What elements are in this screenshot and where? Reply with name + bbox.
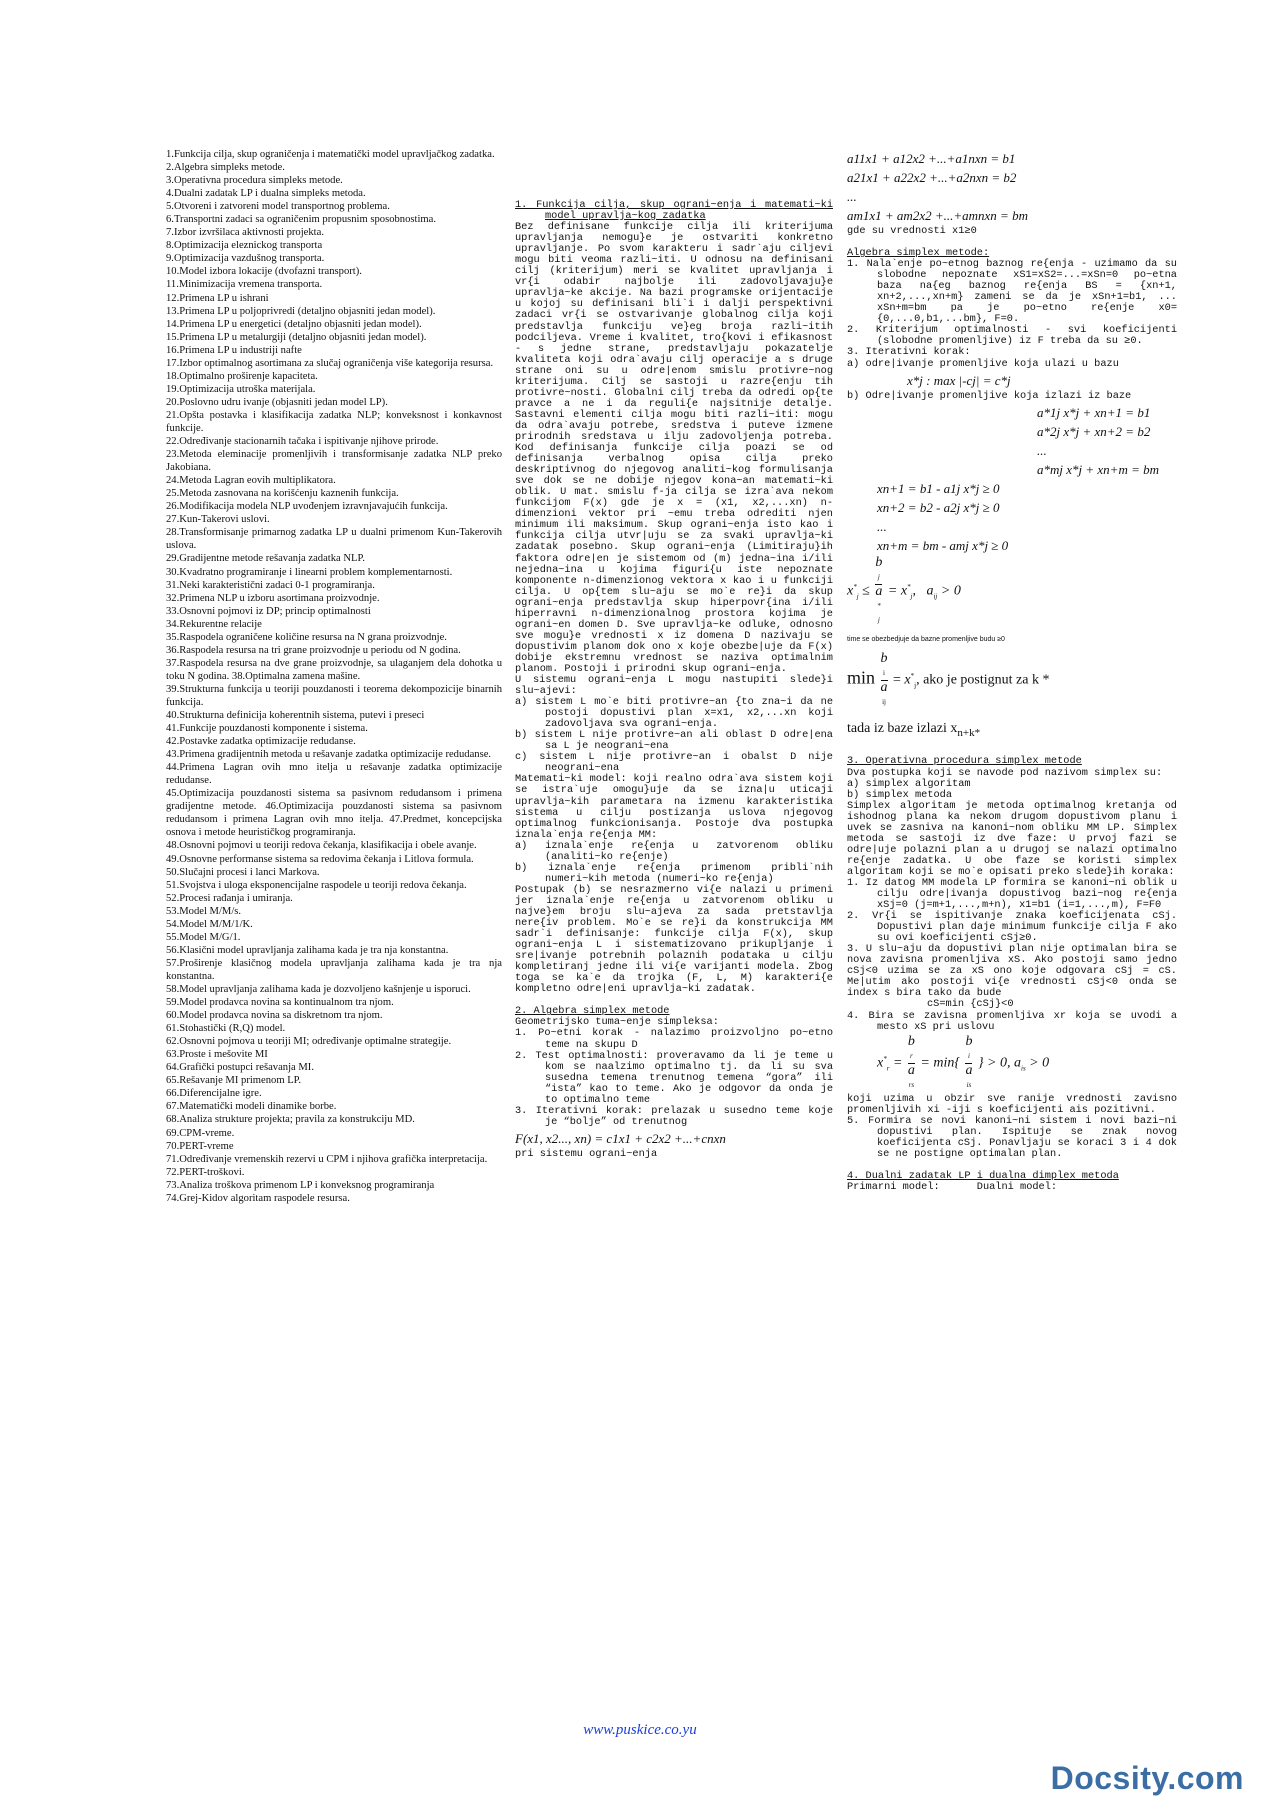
algebra-steps-list: [847, 259, 1177, 369]
toc-item: 43.Primena gradijentnih metoda u rešavanje zadatka optimizacije redudanse.: [166, 749, 492, 761]
constraints-caption: pri sistemu ograni~enja: [515, 1147, 658, 1160]
section-3-heading: 3. Operativna procedura simplex metode: [847, 755, 1082, 768]
geometric-interpretation-title: Geometrijsko tuma~enje simpleksa:: [515, 1016, 719, 1029]
toc-item: 29.Gradijentne metode rešavanja zadatka NLP.: [166, 553, 365, 565]
list-item: a) simplex algoritam: [847, 777, 971, 790]
list-item: a) odre|ivanje promenljive koja ulazi u bazu: [847, 357, 1119, 370]
toc-item: 60.Model prodavca novina sa diskretnom tra njom.: [166, 1010, 383, 1022]
toc-item: 21.Opšta postavka i klasifikacija zadatka NLP; konveksnost i konkavnost funkcije.: [166, 409, 502, 434]
toc-item: 49.Osnovne performanse sistema sa redovima čekanja i Litlova formula.: [166, 853, 474, 865]
leaving-conclusion: [847, 719, 1177, 743]
toc-item: 68.Analiza strukture projekta; pravila za konstrukciju MD.: [166, 1114, 415, 1126]
toc-item: 72.PERT-troškovi.: [166, 1166, 245, 1178]
toc-item: 8.Optimizacija eleznickog transporta: [166, 240, 323, 252]
toc-item: 11.Minimizacija vremena transporta.: [166, 279, 323, 291]
toc-item: 36.Raspodela resursa na tri grane proizvodnje u periodu od N godina.: [166, 644, 461, 656]
toc-item: 18.Optimalno proširenje kapaciteta.: [166, 370, 318, 382]
equation-line: a*2j x*j + xn+2 = b2: [1037, 423, 1151, 439]
toc-item: 2.Algebra simpleks metode.: [166, 162, 285, 174]
entering-variable-formula: x*j : max |-cj| = c*j: [907, 372, 1011, 388]
toc-item: 59.Model prodavca novina sa kontinualnom tra njom.: [166, 997, 394, 1009]
toc-item: 35.Raspodela ograničene količine resursa na N grana proizvodnje.: [166, 631, 447, 643]
leaving-index: n+k*: [957, 726, 981, 739]
toc-item: 50.Slučajni procesi i lanci Markova.: [166, 866, 320, 878]
list-item: cS=min {cSj}<0: [927, 998, 1014, 1011]
toc-item: 42.Postavke zadatka optimizacije redudanse.: [166, 736, 356, 748]
objective-function-formula: F(x1, x2..., xn) = c1x1 + c2x2 +...+cnxn: [515, 1130, 726, 1146]
list-item: b) sistem L nije protivre~an ali oblast D odre|ena sa L je neograni~ena: [515, 729, 833, 753]
equation-line: xn+m = bm - amj x*j ≥ 0: [877, 537, 1009, 553]
simplex-steps-list: [515, 1028, 833, 1127]
list-item: 3. U slu~aju da dopustivi plan nije optimalan bira se nova zavisna promenljiva xS. Ako postoji samo jedno cSj<0 uzima se za xS ono koje odgovara cSj = cS. Me|utim ako postoji vi{e vrednosti cSj<0 onda se index s bira tako da bude: [847, 943, 1177, 1000]
toc-column: [166, 148, 502, 1205]
solution-methods-list: [515, 841, 833, 885]
toc-item: 28.Transformisanje primarnog zadatka LP u dualni primenom Kun-Takerovih uslova.: [166, 527, 502, 552]
source-url-link[interactable]: www.puskice.co.yu: [583, 1722, 697, 1738]
algebra-heading: Algebra simplex metode:: [847, 247, 990, 260]
list-item: 1. Nala`enje po~etnog baznog re{enja - uzimamo da su slobodne nepoznate xS1=xS2=...=xSn=0 po~etna baza na{eg baznog re{enja BS = {xn+1, xn+2,...,xn+m} zameni se da je xSn+1=b1, ... xSn+m=bm pa je po~etno re{enje x0={0,...0,b1,...bm}, F=0.: [847, 258, 1177, 326]
constraint-equations: [847, 150, 1177, 224]
list-item: 1. Po~etni korak - nalazimo proizvoljno po~etno teme na skupu D: [515, 1027, 833, 1051]
toc-item: 37.Raspodela resursa na dve grane proizvodnje, sa ulaganjem dela dohotka u toku N godina. 38.Optimalna zamena mašine.: [166, 657, 502, 682]
equation-line: ...: [877, 518, 887, 534]
section-1-paragraph: Bez definisane funkcije cilja ili kriterijuma upravljanja nemogu}e je ostvariti konkretno upravljanje. Po svom karakteru i sadr`aju ciljevi mogu biti veoma razli~iti. U odnosu na definisani cilj (kriterijum) meri se kvalitet upravljanja i vr{i odabir najbolje ili zadovoljavaju}e upravlja~ke akcije. Na bazi programske orijentacije u kojoj su definisani bli`i i dalji perspektivni zadaci vr{i se ostvarivanje globalnog cilja koji predstavlja funkciju ve}eg broja razli~itih podciljeva. Vreme i kvalitet, tro{kovi i efikasnost - s jedne strane, predstavljaju pokazatelje kvaliteta koji odra`avaju cilj operacije a s druge strane oni su u odre|enom smislu protivre~nog kriterijuma. Cilj se sastoji u razre{enju tih protivre~nosti. Globalni cilj treba da odredi op{te pravce a ne i da reguli{e najsitnije detalje. Sastavni elementi cilja mogu biti razli~iti: mogu da odra`avaju potrebe, sredstva i puteve izmene prirodnih sredstava u ilju zadovoljenja potreba. Kod definisanja funkcije cilja poazi se od definisanja verbalnog opisa cilja preko deskriptivnog do njegovog analiti~kog formulisanja sve dok se ne dobije njegov kona~an matemati~ki oblik. U mat. smislu f-ja cilja se izra`ava nekom funkcijom F(x) gde je x = (x1, x2,...xn) n- dimenzioni vektor pri ~emu treba odrediti njen minimum ili maksimum. Skup ograni~enja isto kao i funkcija cilja utvr|uju se za svaki upravlja~ki zadatak posebno. Skup ograni~enja (Limitiraju}ih faktora odre|en je sistemom od (m) jedna~ina i/ili nejedna~ina u kojima figuri{u iste nepoznate komponente n-dimenzionog vektora x kao i u funkciji cilja. U op{tem slu~aju se mo`e re}i da skup ograni~enja predstavlja skup hiperpovr{ina i/ili hiperravni n-dimenzionalnog prostora kojima je ograni~en domen D. Sve upravlja~ke odluke, odnosno sve mogu}e vrednosti x iz domena D nazivaju se dopustivim planom dok ono x koje obezbe|uje da F(x) dobije ekstremnu vrednost se naziva optimalnim planom. Postoji i prirodni skup ograni~enja.: [515, 221, 833, 675]
toc-item: 55.Model M/G/1.: [166, 931, 241, 943]
toc-item: 74.Grej-Kidov algoritam raspodele resursa.: [166, 1192, 350, 1204]
toc-item: 67.Matematički modeli dinamike borbe.: [166, 1101, 337, 1113]
math-model-paragraph: Matemati~ki model: koji realno odra`ava sistem koji se istra`uje omogu}uje da se izna|u uticaji upravlja~kih parametara na izmenu karakteristika sistema u cilju postizanja uslova njegovog optimalnog funkcionisanja. Postoje dva postupka iznala`enja re{enja MM:: [515, 773, 833, 841]
toc-item: 69.CPM-vreme.: [166, 1127, 235, 1139]
toc-item: 1.Funkcija cilja, skup ograničenja i matematički model upravljačkog zadatka.: [166, 149, 495, 160]
toc-item: 31.Neki karakteristični zadaci 0-1 programiranja.: [166, 579, 375, 591]
simplex-description: Simplex algoritam je metoda optimalnog kretanja od ishodnog plana ka nekom drugom dopustivom planu i uvek se zasniva na kanoni~nom obliku MM LP. Simplex metoda se sastoji iz dve faze: U prvoj fazi se odre|uje polazni plan a u drugoj se nalazi optimalno re{enje zadatka. U obe faze se koristi simplex algoritam koji se mo`e opisati preko slede}ih koraka:: [847, 799, 1177, 878]
equation-line: a21x1 + a22x2 +...+a2nxn = b2: [847, 170, 1017, 185]
toc-item: 33.Osnovni pojmovi iz DP; princip optimalnosti: [166, 605, 371, 617]
nonnegativity-note: gde su vrednosti x1≥0: [847, 225, 977, 237]
toc-item: 64.Grafički postupci rešavanja MI.: [166, 1062, 314, 1074]
toc-item: 32.Primena NLP u izboru asortimana proizvodnje.: [166, 592, 380, 604]
toc-item: 62.Osnovni pojmova u teoriji MI; određivanje optimalne strategije.: [166, 1036, 452, 1048]
toc-item: 48.Osnovni pojmovi u teoriji redova čekanja, klasifikacija i obele avanje.: [166, 840, 477, 852]
basis-conditions: [847, 480, 1177, 554]
constraints-cases-list: [515, 697, 833, 774]
toc-item: 17.Izbor optimalnog asortimana za slučaj ograničenja više kategorija resursa.: [166, 357, 494, 369]
toc-item: 9.Optimizacija vazdušnog transporta.: [166, 253, 325, 265]
equation-line: am1x1 + am2x2 +...+amnxn = bm: [847, 208, 1028, 223]
leaving-variable-step: b) Odre|ivanje promenljive koja izlazi iz baze: [847, 389, 1132, 402]
toc-item: 71.Određivanje vremenskih rezervi u CPM i njihova grafička interpretacija.: [166, 1153, 488, 1165]
list-item: a) sistem L mo`e biti protivre~an {to zna~i da ne postoji dopustivi plan x=x1, x2,...xn koji zadovoljava sva ograni~enja.: [515, 696, 833, 731]
pivot-ratio-formula: $x^*_r$ = b r a rs = min{ b i a is } > 0, $a_{is} > 0$: [877, 1033, 1050, 1089]
section-1-heading: 1. Funkcija cilja, skup ograni~enja i matemati~ki model upravlja~kog zadatka: [515, 199, 833, 223]
models-labels: Primarni model: Dualni model:: [847, 1180, 1058, 1193]
toc-item: 34.Rekurentne relacije: [166, 618, 262, 630]
toc-item: 22.Određivanje stacionarnih tačaka i ispitivanje njihove prirode.: [166, 436, 439, 448]
toc-item: 14.Primena LP u energetici (detaljno objasniti jedan model).: [166, 318, 422, 330]
toc-item: 41.Funkcije pouzdanosti komponente i sistema.: [166, 723, 368, 735]
toc-item: 30.Kvadratno programiranje i linearni problem komplementarnosti.: [166, 566, 453, 578]
docsity-watermark: Docsity.com: [1050, 1760, 1244, 1796]
list-item: 2. Kriterijum optimalnosti - svi koeficijenti (slobodne promenljive) iz F treba da su ≥0.: [847, 324, 1177, 348]
toc-item: 63.Proste i mešovite MI: [166, 1049, 268, 1061]
list-item: a) iznala`enje re{enja u zatvorenom obliku (analiti~ko re{enje): [515, 839, 833, 863]
basis-nonnegative-note: time se obezbedjuje da bazne promenljive budu ≥0: [847, 635, 1005, 643]
toc-item: 27.Kun-Takerovi uslovi.: [166, 514, 270, 526]
procedure-paragraph: Postupak (b) se nesrazmerno vi{e nalazi u primeni jer iznala`enje re{enja u zatvorenom obliku u najve}em broju slu~ajeva za sada pretstavlja nere{iv problem. Mo`e se re}i da konstrukcija MM sadr`i definisanje: funkcije cilja F(x), skup ograni~enja L i sistematizovano prikupljanje i sre|ivanje potrebnih polaznih podataka u cilju kompletiranj jedne ili vi{e varijanti modela. Zbog toga se ka`e da trojka (F, L, M) karakteri{e kompletno odre|eni upravlja~ki zadatak.: [515, 883, 833, 996]
section-3-intro: Dva postupka koji se navode pod nazivom simplex su:: [847, 766, 1163, 779]
toc-item: 4.Dualni zadatak LP i dualna simpleks metoda.: [166, 188, 366, 200]
equation-line: xn+1 = b1 - a1j x*j ≥ 0: [877, 480, 1000, 496]
simplex-variants-list: [847, 779, 1177, 801]
toc-item: 20.Poslovno udru ivanje (objasniti jedan model LP).: [166, 396, 388, 408]
toc-item: 44.Primena Lagran ovih mno itelja u rešavanje zadatka optimizacije redudanse.: [166, 762, 502, 787]
equation-line: a*1j x*j + xn+1 = b1: [1037, 404, 1151, 420]
section-1-column: [515, 148, 833, 1160]
list-item: b) iznala`enje re{enja primenom pribli`nih numeri~kih metoda (numeri~ko re{enja): [515, 861, 833, 885]
list-item: 5. Formira se novi kanoni~ni sistem i novi bazi~ni dopustivi plan. Ispituje se znak novog koeficijenta cSj. Ponavljaju se koraci 3 i 4 dok se ne postigne optimalan plan.: [847, 1114, 1177, 1160]
toc-item: 23.Metoda eleminacije promenljivih i transformisanje zadatka NLP preko Jakobiana.: [166, 449, 502, 474]
toc-item: 45.Optimizacija pouzdanosti sistema sa pasivnom redudansom i primena gradijentne metode. 46.Optimizacija pouzdanosti sistema sa pasivnom redudansom i primena Lagran ovih mno itelja. 47.Predmet, koncepcijska osnova i metode heurističkog programiranja.: [166, 788, 502, 839]
leaving-equations: [847, 404, 1177, 478]
toc-item: 13.Primena LP u poljoprivredi (detaljno objasniti jedan model).: [166, 305, 436, 317]
section-4-heading: 4. Dualni zadatak LP i dualna dimplex metoda: [847, 1169, 1119, 1182]
list-item: 4. Bira se zavisna promenljiva xr koja se uvodi a mesto xS pri uslovu: [847, 1009, 1177, 1033]
equation-line: a*mj x*j + xn+m = bm: [1037, 461, 1159, 477]
pivot-explanation: koji uzima u obzir sve ranije vrednosti zavisno promenljivih xi -iji s koeficijenti ais pozitivni.: [847, 1092, 1177, 1116]
toc-item: 66.Diferencijalne igre.: [166, 1088, 262, 1100]
list-item: b) simplex metoda: [847, 788, 953, 801]
toc-item: 57.Proširenje klasičnog modela upravljanja zalihama kada je tra nja konstantna.: [166, 957, 502, 982]
toc-item: 25.Metoda zasnovana na korišćenju kaznenih funkcija.: [166, 488, 399, 500]
list-item: 2. Vr{i se ispitivanje znaka koeficijenata cSj. Dopustivi plan daje minimum funkcije cilja F ako su ovi koeficijenti cSj≥0.: [847, 910, 1177, 945]
toc-item: 6.Transportni zadaci sa ograničenim propusnim sposobnostima.: [166, 214, 437, 226]
toc-item: 70.PERT-vreme: [166, 1140, 234, 1152]
min-ratio-suffix: , ako je postignut za k *: [916, 672, 1050, 688]
list-item: 2. Test optimalnosti: proveravamo da li je teme u kom se naalzimo optimalno tj. da li su sva susedna temena trenutnog temena “gora” ili “ista” kao to teme. Ako je odgovor da onda je to optimalno teme: [515, 1049, 833, 1106]
toc-item: 15.Primena LP u metalurgiji (detaljno objasniti jedan model).: [166, 331, 427, 343]
toc-item: 56.Klasični model upravljanja zalihama kada je tra nja konstantna.: [166, 944, 449, 956]
toc-item: 53.Model M/M/s.: [166, 905, 242, 917]
procedure-steps-list: [847, 878, 1177, 1033]
toc-item: 73.Analiza troškova primenom LP i konveksnog programiranja: [166, 1179, 435, 1191]
ratio-formula: $x^*_j$ ≤ b j a * j = $x^*_j$, $a_{ij} > 0$: [847, 554, 961, 624]
toc-item: 58.Model upravljanja zalihama kada je dozvoljeno kašnjenje u isporuci.: [166, 984, 471, 995]
toc-item: 5.Otvoreni i zatvoreni model transportnog problema.: [166, 201, 390, 213]
toc-item: 39.Strukturna funkcija u teoriji pouzdanosti i teorema dekompozicije binarnih funkcija.: [166, 683, 502, 708]
equation-line: ...: [847, 189, 857, 204]
section-2-3-4-column: [847, 148, 1177, 1193]
toc-item: 7.Izbor izvršilaca aktivnosti projekta.: [166, 227, 324, 239]
equation-line: a11x1 + a12x2 +...+a1nxn = b1: [847, 151, 1016, 166]
leaving-conclusion-text: tada iz baze izlazi x: [847, 720, 958, 736]
section-2-heading: 2. Algebra simplex metode: [515, 1005, 670, 1018]
list-item: 1. Iz datog MM modela LP formira se kanoni~ni oblik u cilju odre|ivanja dopustivog bazi~nog re{enja xSj=0 (j=m+1,...,m+n), x1=b1 (i=1,...,m), F=F0: [847, 876, 1177, 912]
toc-item: 26.Modifikacija modela NLP uvođenjem izravnjavajućih funkcija.: [166, 501, 448, 513]
toc-item: 40.Strukturna definicija koherentnih sistema, putevi i preseci: [166, 710, 425, 722]
toc-item: 65.Rešavanje MI primenom LP.: [166, 1075, 302, 1087]
toc-item: 51.Svojstva i uloga eksponencijalne raspodele u teoriji redova čekanja.: [166, 879, 467, 891]
min-ratio-formula: min b i a ij = $x^*_j$, ako je postignut za k *: [847, 650, 1050, 706]
toc-item: 19.Optimizacija utroška materijala.: [166, 383, 316, 395]
toc-item: 10.Model izbora lokacije (dvofazni transport).: [166, 266, 362, 278]
toc-item: 24.Metoda Lagran eovih multiplikatora.: [166, 475, 336, 487]
equation-line: xn+2 = b2 - a2j x*j ≥ 0: [877, 499, 1000, 515]
constraints-cases-intro: U sistemu ograni~enja L mogu nastupiti slede}i slu~ajevi:: [515, 674, 833, 698]
toc-item: 52.Procesi rađanja i umiranja.: [166, 892, 293, 904]
toc-item: 61.Stohastički (R,Q) model.: [166, 1023, 286, 1035]
list-item: c) sistem L nije protivre~an i obalst D nije neograni~ena: [515, 751, 833, 775]
toc-item: 3.Operativna procedura simpleks metode.: [166, 175, 343, 187]
list-item: 3. Iterativni korak: prelazak u susedno teme koje je “bolje” od trenutnog: [515, 1104, 833, 1128]
toc-item: 12.Primena LP u ishrani: [166, 292, 269, 304]
toc-item: 54.Model M/M/1/K.: [166, 918, 253, 930]
equation-line: ...: [1037, 442, 1047, 458]
list-item: 3. Iterativni korak:: [847, 346, 971, 359]
toc-item: 16.Primena LP u industriji nafte: [166, 344, 302, 356]
